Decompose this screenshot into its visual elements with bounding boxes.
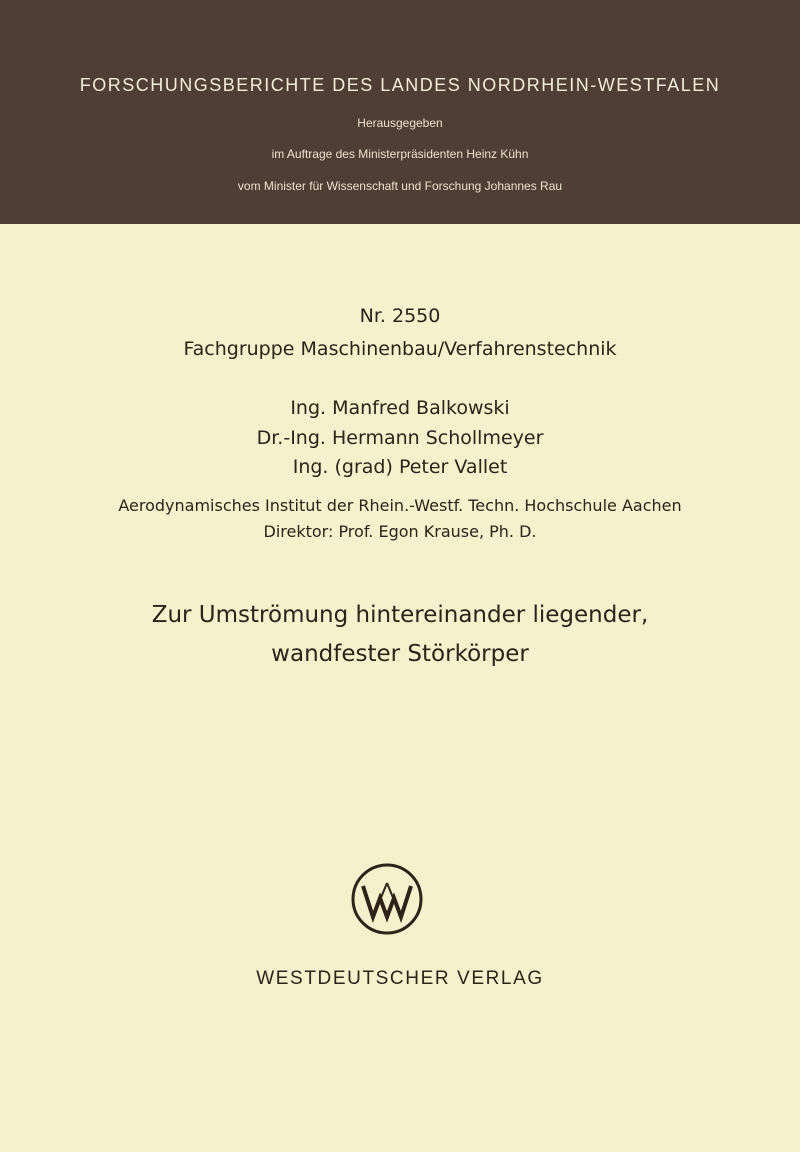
series-publisher-line: Herausgegeben	[357, 116, 443, 130]
series-patron-line: im Auftrage des Ministerpräsidenten Heinz Kühn	[271, 147, 529, 161]
author-2: Dr.-Ing. Hermann Schollmeyer	[256, 427, 544, 449]
director-line: Direktor: Prof. Egon Krause, Ph. D.	[263, 522, 537, 541]
subject-group: Fachgruppe Maschinenbau/Verfahrenstechnik	[183, 338, 617, 360]
series-header-band	[0, 0, 800, 224]
series-title: FORSCHUNGSBERICHTE DES LANDES NORDRHEIN-WESTFALEN	[79, 75, 721, 95]
author-1: Ing. Manfred Balkowski	[290, 397, 510, 419]
publisher-name: WESTDEUTSCHER VERLAG	[256, 968, 544, 989]
report-number: Nr. 2550	[359, 305, 441, 327]
series-minister-line: vom Minister für Wissenschaft und Forschung Johannes Rau	[237, 179, 563, 193]
institute-line: Aerodynamisches Institut der Rhein.-Westf. Techn. Hochschule Aachen	[118, 496, 682, 515]
author-3: Ing. (grad) Peter Vallet	[292, 456, 508, 478]
report-title-line-1: Zur Umströmung hintereinander liegender,	[151, 602, 649, 628]
publisher-logo-icon	[349, 861, 425, 937]
report-title-line-2: wandfester Störkörper	[271, 641, 529, 667]
